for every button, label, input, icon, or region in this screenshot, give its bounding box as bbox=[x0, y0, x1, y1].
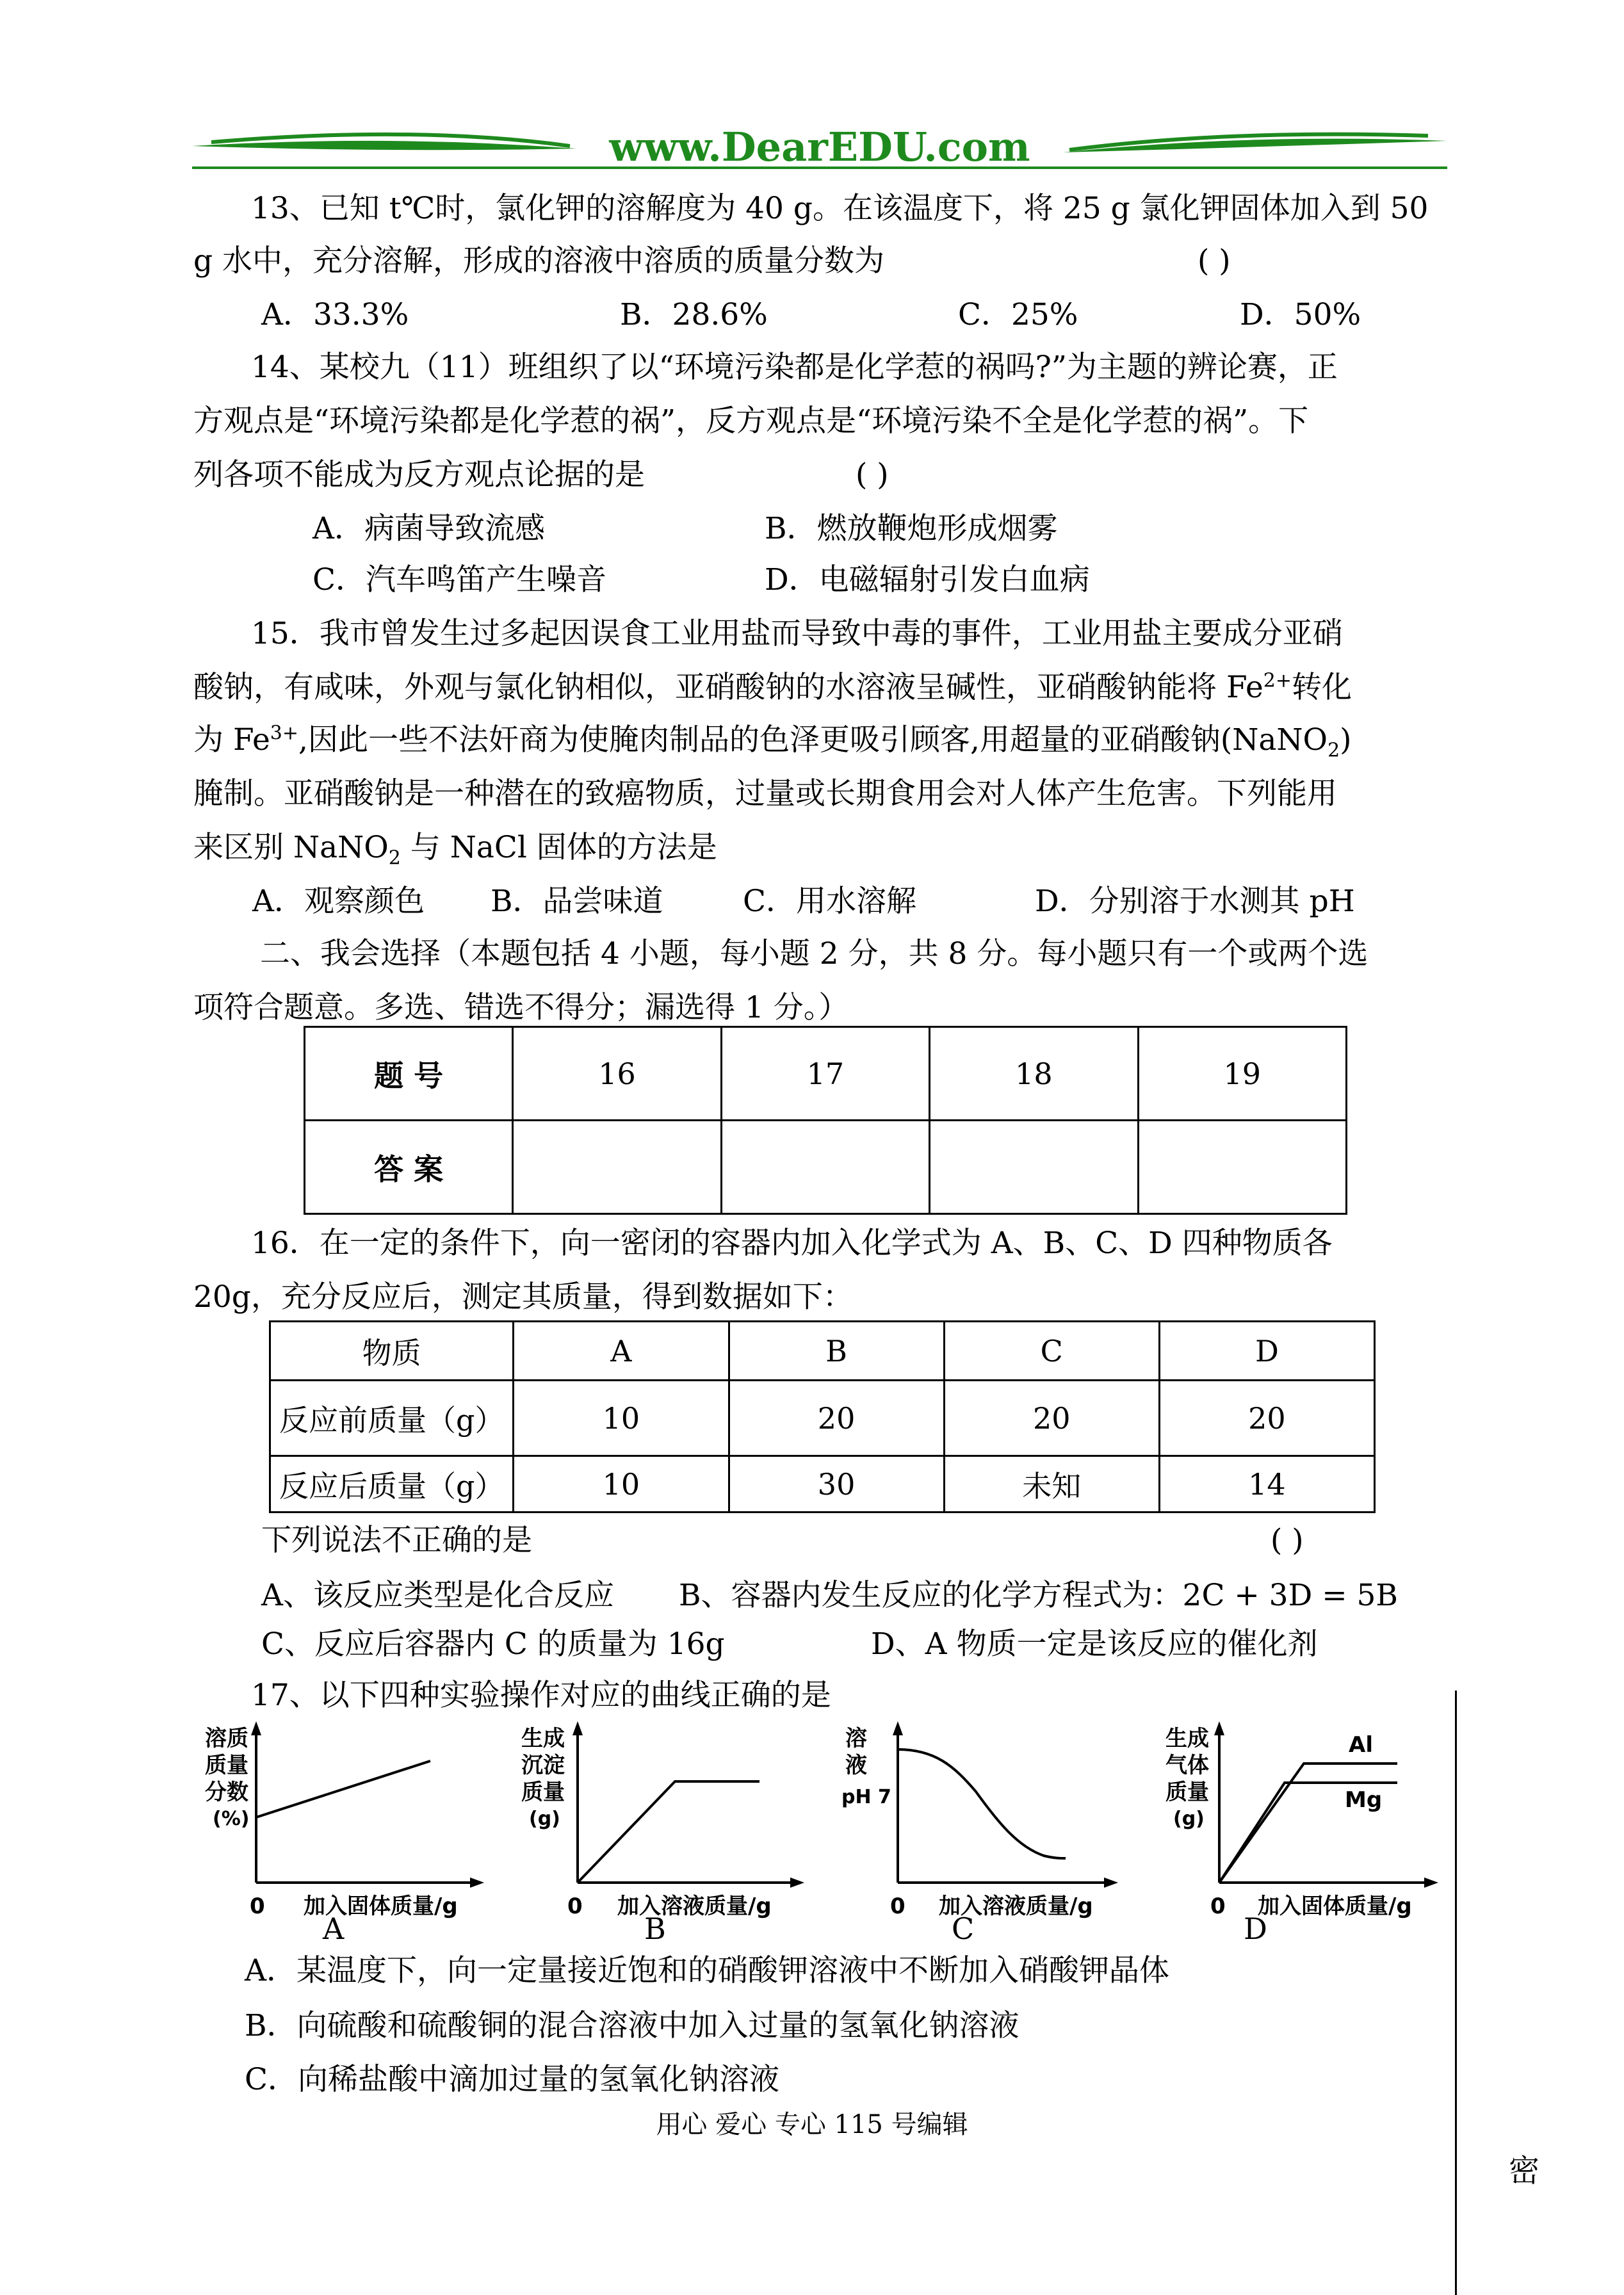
graph-d-ylabel: 气体 bbox=[1165, 1753, 1209, 1778]
graph-c bbox=[839, 1721, 1140, 1958]
mass-table-cell: 10 bbox=[514, 1381, 729, 1456]
q15-option-d: D．分别溶于水测其 pH bbox=[1035, 884, 1355, 919]
graph-d bbox=[1159, 1721, 1460, 1958]
graph-b-ylabel: 质量 bbox=[521, 1780, 565, 1805]
graph-d-ylabel: (g) bbox=[1173, 1808, 1205, 1830]
q16-paren: ( ) bbox=[1271, 1523, 1304, 1558]
graph-a-ylabel: (%) bbox=[213, 1808, 250, 1830]
answer-table-header-18: 18 bbox=[930, 1027, 1138, 1121]
q16-option-a: A、该反应类型是化合反应 bbox=[261, 1578, 614, 1613]
mass-table-cell: 20 bbox=[1159, 1381, 1374, 1456]
q17-option-b: B．向硫酸和硫酸铜的混合溶液中加入过量的氢氧化钠溶液 bbox=[245, 2008, 1019, 2043]
graph-a-ylabel: 质量 bbox=[205, 1753, 248, 1778]
answer-cell-18[interactable] bbox=[930, 1121, 1138, 1214]
q15-line1: 15．我市曾发生过多起因误食工业用盐而导致中毒的事件，工业用盐主要成分亚硝 bbox=[251, 616, 1343, 651]
q14-line3: 列各项不能成为反方观点论据的是 bbox=[193, 457, 645, 492]
q15-line4: 腌制。亚硝酸钠是一种潜在的致癌物质，过量或长期食用会对人体产生危害。下列能用 bbox=[193, 776, 1337, 811]
graph-d-curve-al bbox=[1219, 1764, 1397, 1883]
mass-table-cell: A bbox=[514, 1322, 729, 1381]
page-footer: 用心 爱心 专心 115 号编辑 bbox=[656, 2110, 968, 2139]
section2-line2: 项符合题意。多选、错选不得分；漏选得 1 分。） bbox=[193, 990, 849, 1025]
graph-a-ylabel: 分数 bbox=[205, 1780, 248, 1805]
graph-c-xlabel: 加入溶液质量/g bbox=[939, 1894, 1093, 1919]
q13-paren: ( ) bbox=[1198, 243, 1231, 279]
mass-table-cell: 14 bbox=[1159, 1456, 1374, 1512]
graph-a-x-arrow bbox=[470, 1877, 484, 1888]
mass-table-cell: 反应前质量（g） bbox=[270, 1381, 514, 1456]
q15-line5: 来区别 NaNO$_2$ 与 NaCl 固体的方法是 bbox=[193, 830, 717, 870]
graph-b-ylabel: (g) bbox=[529, 1808, 560, 1830]
q14-paren: ( ) bbox=[856, 457, 889, 492]
q13-option-b: B．28.6% bbox=[620, 297, 768, 332]
graph-c-ylabel: 液 bbox=[845, 1753, 867, 1778]
mass-table-cell: 物质 bbox=[270, 1322, 514, 1381]
site-name: www.DearEDU.com bbox=[609, 124, 1030, 170]
q15-option-b: B．品尝味道 bbox=[491, 884, 663, 919]
mass-table-cell: D bbox=[1159, 1322, 1374, 1381]
graph-a-ylabel: 溶质 bbox=[205, 1726, 248, 1751]
answer-cell-17[interactable] bbox=[721, 1121, 929, 1214]
q17-stem: 17、以下四种实验操作对应的曲线正确的是 bbox=[251, 1678, 831, 1713]
graph-d-caption: D bbox=[1244, 1911, 1267, 1946]
graph-b-xlabel: 加入溶液质量/g bbox=[617, 1894, 772, 1919]
graph-a-origin: 0 bbox=[250, 1894, 265, 1919]
graph-c-origin: 0 bbox=[890, 1894, 905, 1919]
graph-a-y-arrow bbox=[251, 1721, 261, 1735]
q15-option-a: A．观察颜色 bbox=[252, 884, 425, 919]
header-logo bbox=[192, 122, 1447, 173]
answer-cell-16[interactable] bbox=[513, 1121, 721, 1214]
graph-d-ylabel: 质量 bbox=[1165, 1780, 1209, 1805]
graph-d-x-arrow bbox=[1424, 1877, 1438, 1888]
q15-line3: 为 $Fe^{3+}$,因此一些不法奸商为使腌肉制品的色泽更吸引顾客,用超量的亚硝酸钠(NaNO$_2$) bbox=[193, 722, 1352, 762]
q15-option-c: C．用水溶解 bbox=[743, 884, 916, 919]
section2-line1: 二、我会选择（本题包括 4 小题，每小题 2 分，共 8 分。每小题只有一个或两个选 bbox=[260, 936, 1368, 971]
graph-d-y-arrow bbox=[1214, 1721, 1224, 1735]
answer-table-header-17: 17 bbox=[721, 1027, 929, 1121]
graph-c-ylabel: 溶 bbox=[845, 1726, 867, 1751]
answer-table bbox=[304, 1026, 1347, 1215]
q16-option-d: D、A 物质一定是该反应的催化剂 bbox=[871, 1626, 1318, 1662]
q16-line2: 20g，充分反应后，测定其质量，得到数据如下： bbox=[193, 1279, 853, 1315]
binding-margin-line bbox=[1455, 1691, 1457, 2295]
answer-table-header-16: 16 bbox=[513, 1027, 721, 1121]
mass-table-cell: 未知 bbox=[944, 1456, 1159, 1512]
graph-b-x-arrow bbox=[790, 1877, 804, 1888]
graph-b-caption: B bbox=[644, 1911, 666, 1946]
mass-table-cell: 10 bbox=[514, 1456, 729, 1512]
q16-prompt: 下列说法不正确的是 bbox=[261, 1523, 532, 1558]
mass-data-table bbox=[269, 1320, 1376, 1513]
answer-table-answer-label: 答 案 bbox=[305, 1121, 513, 1214]
q16-option-b: B、容器内发生反应的化学方程式为：2C + 3D = 5B bbox=[679, 1578, 1398, 1613]
q16-line1: 16．在一定的条件下，向一密闭的容器内加入化学式为 A、B、C、D 四种物质各 bbox=[251, 1226, 1333, 1261]
binding-margin-char: 密 bbox=[1509, 2153, 1540, 2189]
mass-table-cell: 30 bbox=[729, 1456, 944, 1512]
q14-option-c: C．汽车鸣笛产生噪音 bbox=[313, 562, 606, 597]
q14-option-a: A．病菌导致流感 bbox=[313, 511, 545, 546]
q13-line1: 13、已知 t℃时，氯化钾的溶解度为 40 g。在该温度下，将 25 g 氯化钾固体加入到 50 bbox=[251, 191, 1429, 226]
mass-table-cell: 20 bbox=[729, 1381, 944, 1456]
answer-table-header-19: 19 bbox=[1138, 1027, 1346, 1121]
graph-b-ylabel: 沉淀 bbox=[521, 1753, 565, 1778]
graph-c-curve bbox=[898, 1749, 1066, 1858]
q14-option-d: D．电磁辐射引发白血病 bbox=[765, 562, 1090, 597]
mass-table-cell: C bbox=[944, 1322, 1159, 1381]
q17-option-c: C．向稀盐酸中滴加过量的氢氧化钠溶液 bbox=[245, 2062, 779, 2097]
graph-c-y-arrow bbox=[893, 1721, 903, 1735]
graph-a-caption: A bbox=[323, 1911, 345, 1946]
q14-line1: 14、某校九（11）班组织了以“环境污染都是化学惹的祸吗?”为主题的辨论赛，正 bbox=[251, 350, 1338, 385]
q13-option-d: D．50% bbox=[1240, 297, 1361, 332]
graph-a-curve bbox=[256, 1761, 430, 1817]
q14-option-b: B．燃放鞭炮形成烟雾 bbox=[765, 511, 1058, 546]
graph-b-ylabel: 生成 bbox=[521, 1726, 565, 1751]
graph-d-series-mg: Mg bbox=[1345, 1787, 1383, 1813]
mass-table-cell: 20 bbox=[944, 1381, 1159, 1456]
graph-c-caption: C bbox=[952, 1911, 975, 1946]
graph-a bbox=[199, 1721, 499, 1958]
graph-d-xlabel: 加入固体质量/g bbox=[1258, 1894, 1412, 1919]
graph-a-xlabel: 加入固体质量/g bbox=[304, 1894, 458, 1919]
graph-d-series-al: Al bbox=[1349, 1732, 1373, 1758]
answer-cell-19[interactable] bbox=[1138, 1121, 1346, 1214]
q16-option-c: C、反应后容器内 C 的质量为 16g bbox=[261, 1626, 725, 1662]
graph-d-origin: 0 bbox=[1210, 1894, 1226, 1919]
q14-line2: 方观点是“环境污染都是化学惹的祸”，反方观点是“环境污染不全是化学惹的祸”。下 bbox=[193, 403, 1309, 439]
answer-table-header-label: 题 号 bbox=[305, 1027, 513, 1121]
graph-c-ph-label: pH 7 bbox=[841, 1786, 891, 1808]
graph-b-y-arrow bbox=[572, 1721, 583, 1735]
q17-option-a: A．某温度下，向一定量接近饱和的硝酸钾溶液中不断加入硝酸钾晶体 bbox=[245, 1953, 1169, 1988]
graph-d-ylabel: 生成 bbox=[1165, 1726, 1209, 1751]
graph-b bbox=[512, 1721, 820, 1958]
q13-option-a: A．33.3% bbox=[261, 297, 409, 332]
graph-b-curve bbox=[578, 1781, 759, 1883]
q13-line2: g 水中，充分溶解，形成的溶液中溶质的质量分数为 bbox=[193, 243, 885, 279]
mass-table-cell: B bbox=[729, 1322, 944, 1381]
graph-b-origin: 0 bbox=[567, 1894, 583, 1919]
mass-table-cell: 反应后质量（g） bbox=[270, 1456, 514, 1512]
graph-c-x-arrow bbox=[1104, 1877, 1118, 1888]
q15-line2: 酸钠，有咸味，外观与氯化钠相似，亚硝酸钠的水溶液呈碱性，亚硝酸钠能将 $Fe^{2+}$转化 bbox=[193, 669, 1352, 705]
q13-option-c: C．25% bbox=[958, 297, 1078, 332]
